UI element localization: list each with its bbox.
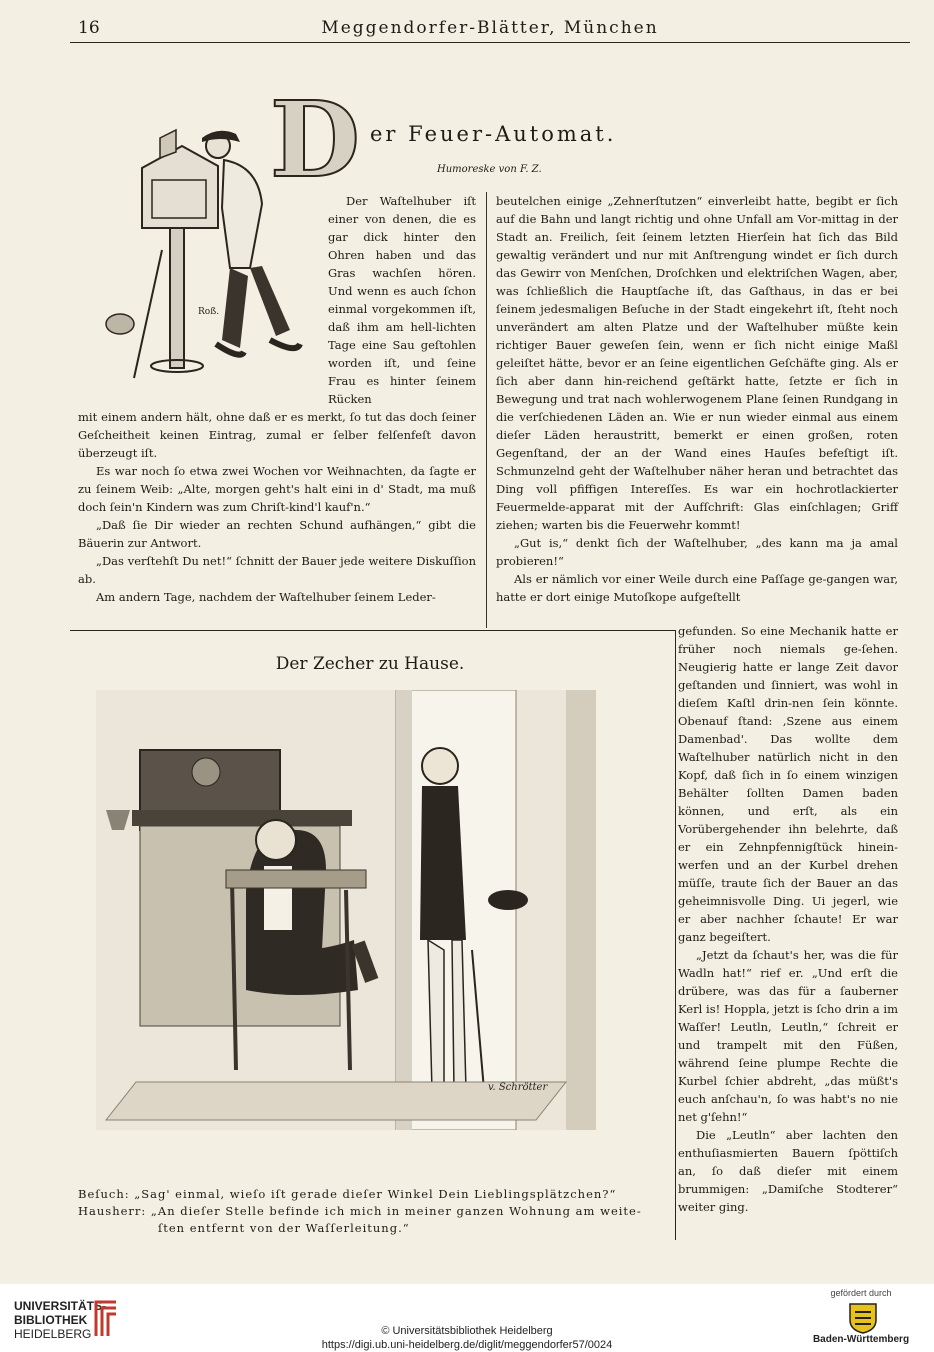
- story-left-column: [78, 408, 476, 606]
- cartoon-frame-right: [675, 630, 676, 1240]
- running-header: [70, 16, 910, 43]
- cartoon-frame-top: [70, 630, 676, 631]
- paragraph: beutelchen einige „Zehnerſtutzen“ einverleibt hatte, begibt er ſich auf die Bahn und langt richtig und ohne Unfall am Vor-mittag in der Stadt an. Freilich, ſeit ſeinem letzten Hierſein hat ſich das Bild gewaltig verändert und nur mit Anſtrengung windet er ſich durch das Gewirr von Menſchen, Droſchken und elektriſchen Wagen, aber, was ſchließlich die Hauptſache iſt, das Gaſthaus, in das er bei ſeinem jedesmaligen Beſuche in der Stadt eingekehrt iſt, ſteht noch unverändert am alten Platze und der Waſtelhuber müßte kein richtiger Bauer geweſen ſein, wenn er ſich nicht einige Maßl geleiſtet hätte, bevor er an ſeine eigentlichen Geſchäfte ging. Als er ſich aber dann hin-reichend geſtärkt hatte, ſetzte er ſich in Bewegung und trat nach wohlerwogenem Plane ſeinen Rundgang in die verſchiedenen Läden an. Wie er nun wieder einmal aus einem dieſer Läden heraustritt, bemerkt er einen großen, roten Gegenſtand, der an der Wand eines Hauſes befeſtigt iſt. Schmunzelnd geht der Waſtelhuber näher heran und betrachtet das Ding voll pfiffigen Intereſſes. Es war ein hochrotlackierter Feuermelde-apparat mit der Aufſchrift: Glas einſchlagen; Griff ziehen; warten bis die Feuerwehr kommt!: [496, 194, 898, 532]
- cartoon-signature: v. Schrötter: [488, 1082, 548, 1093]
- state-crest-icon: [848, 1302, 878, 1334]
- university-name-line: UNIVERSITÄTS-: [14, 1299, 107, 1313]
- paragraph: „Gut is,“ denkt ſich der Waſtelhuber, „des kann ma ja amal probieren!“: [496, 536, 898, 568]
- paragraph: Die „Leutln“ aber lachten den enthuſiasmierten Bauern ſpöttiſch an, ſo daß dieſer mit einem brummigen: „Damiſche Stodterer“ weiter ging.: [678, 1128, 898, 1214]
- paragraph: gefunden. So eine Mechanik hatte er früher noch niemals ge-ſehen. Neugierig hatte er lange Zeit davor geſtanden und ſinniert, was wohl in dieſem Kaſtl drin-nen ſein könnte. Obenauf ſtand: ‚Szene aus einem Damenbad'. Das wollte dem Waſtelhuber natürlich nicht in den Kopf, daß ſich in ſo einem winzigen Behälter ſollten Damen baden können, und erſt, als ein Vorübergehender ihn belehrte, daß er ein Zehnpfennigſtück hinein-werfen und an der Kurbel drehen müſſe, traute ſich der Bauer an das geheimnisvolle Ding. Ui jegerl, wie er aber nachher ſchaute! Er war ganz begeiſtert.: [678, 624, 898, 944]
- story-title: er Feuer-Automat.: [370, 122, 617, 146]
- story-narrow-column: [678, 622, 898, 1216]
- column-rule: [486, 192, 487, 628]
- paragraph: „Jetzt da ſchaut's her, was die für Wadln hat!“ rief er. „Und erſt die drübere, was das für a ſauberner Kerl is! Hoppla, jetzt is ſcho drin a im Waſſer! Leutln, Leutln,“ ſchreit er und trampelt mit den Füßen, während ſeine plumpe Rechte die Kurbel ſchier abdreht, „das müßt's euch anſchau'n, ſo was habt's no nie net g'ſehn!“: [678, 948, 898, 1124]
- story-wrap-text: [328, 192, 476, 408]
- state-label: Baden-Württemberg: [812, 1334, 910, 1345]
- cartoon-title: Der Zecher zu Hause.: [275, 654, 465, 674]
- copyright-text: © Universitätsbibliothek Heidelberg: [381, 1325, 553, 1337]
- paragraph: Am andern Tage, nachdem der Waſtelhuber ſeinem Leder-: [96, 590, 436, 604]
- funded-by-label: gefördert durch: [830, 1288, 892, 1298]
- paragraph: „Daß ſie Dir wieder an rechten Schund aufhängen,“ gibt die Bäuerin zur Antwort.: [78, 518, 476, 550]
- paragraph: mit einem andern hält, ohne daß er es merkt, ſo tut das doch ſeiner Geſcheitheit keinen Eintrag, zumal er ſelber felſenfeſt davon überzeugt iſt.: [78, 410, 476, 460]
- caption-line: Beſuch: „Sag' einmal, wieſo iſt gerade dieſer Winkel Dein Lieblingsplätzchen?“: [78, 1187, 617, 1201]
- caption-line: ſten entfernt von der Waſſerleitung.“: [158, 1221, 410, 1235]
- drop-cap: D: [269, 78, 361, 201]
- permalink[interactable]: https://digi.ub.uni-heidelberg.de/diglit/meggendorfer57/0024: [321, 1339, 613, 1351]
- copyright-block: [260, 1324, 674, 1352]
- drinker-cartoon-illustration: [96, 690, 596, 1130]
- paragraph: „Das verſtehſt Du net!“ ſchnitt der Bauer jede weitere Diskuſſion ab.: [78, 554, 476, 586]
- paragraph: Als er nämlich vor einer Weile durch eine Paſſage ge-gangen war, hatte er dort einige Mutoſkope aufgeſtellt: [496, 572, 898, 604]
- story-right-column: [496, 192, 898, 606]
- byline: Humoreske von F. Z.: [437, 164, 542, 175]
- page-number: 16: [78, 18, 100, 38]
- paragraph: Es war noch ſo etwa zwei Wochen vor Weihnachten, da ſagte er zu ſeinem Weib: „Alte, morgen geht's halt eini in d' Stadt, ma muß doch ſein'n Kindern was zum Chriſt-kind'l kauf'n.“: [78, 464, 476, 514]
- illustration-signature: Roß.: [198, 307, 220, 317]
- paragraph: Der Waſtelhuber iſt einer von denen, die es gar dick hinter den Ohren haben und das Gras wachſen hören. Und wenn es auch ſchon einmal vorgekommen iſt, daß ihm am hell-lichten Tage eine Sau geſtohlen worden iſt, und ſeine Frau es hinter ſeinem Rücken: [328, 194, 476, 406]
- university-name-line: HEIDELBERG: [14, 1327, 92, 1341]
- university-name-line: BIBLIOTHEK: [14, 1313, 88, 1327]
- university-logo-icon: [92, 1298, 120, 1338]
- library-footer: [0, 1284, 934, 1352]
- caption-line: Hausherr: „An dieſer Stelle befinde ich mich in meiner ganzen Wohnung am weite-: [78, 1204, 642, 1218]
- cartoon-caption: [78, 1186, 668, 1237]
- running-title: Meggendorfer-Blätter, München: [321, 18, 659, 38]
